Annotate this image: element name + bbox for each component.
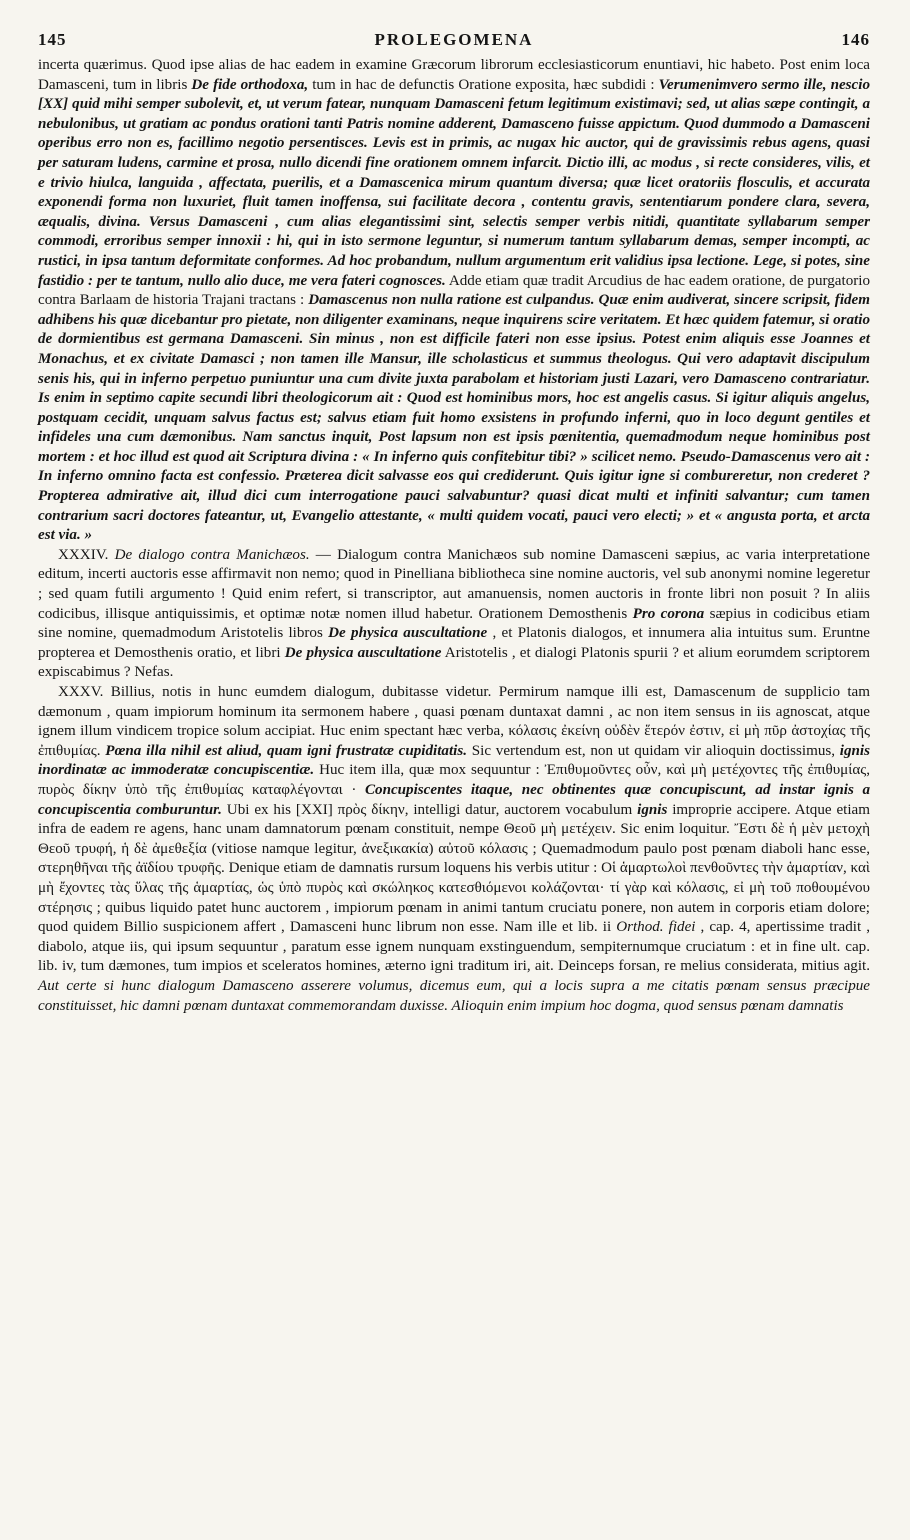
italic-run: Aut certe si hunc dialogum Damasceno asserere volumus, dicemus eum, qui a locis supra a me citatis pœnam sensus præcipue constituisset, hic damni pœnam duntaxat commemorandam duxisse. Alioquin enim impium hoc dogma, quod sensus pœnam damnatis xyxy=(38,977,870,1014)
text-run: Ubi ex his [XXI] πρὸς δίκην, intelligi datur, auctorem vocabulum xyxy=(221,801,638,818)
text-run: Sic vertendum est, non ut quidam vir alioquin doctissimus, xyxy=(467,742,840,759)
text-run: XXXV. Billius, notis in hunc eumdem dialogum, dubitasse videtur. Permirum namque illi est, Damascenum de supplicio tam dæmonum , quam impiorum hominum ita sermonem habere , quasi pœnam duntaxat damni , ac non item sensus in iis agnoscat, atque ignem illum vindicem tropice solum accipiat. Huc enim spectant hæc verba, κόλασις ἐκείνη οὐδὲν ἕτερόν ἐστιν, εἰ μὴ πῦρ ἀστοχίας τῆς ἐπιθυμίας. xyxy=(38,684,870,759)
italic-run: Orthod. fidei xyxy=(616,919,696,936)
text-run: tum in hac de defunctis Oratione exposita, hæc subdidi : xyxy=(308,76,659,93)
italic-run: ignis xyxy=(637,801,668,818)
text-run: incerta quærimus. Quod ipse alias de hac eadem in examine Græcorum librorum ecclesiasticorum enuntiavi, hic habeto. Post enim loca Damasceni, tum in libris xyxy=(38,57,870,93)
text-run: sæpius in codicibus etiam sine nomine, quemadmodum Aristotelis libros xyxy=(38,605,870,642)
text-run: improprie accipere. Atque etiam infra de eadem re agens, hanc unam damnatorum pœnam constituit, nempe Θεοῦ μὴ μετέχειν. Sic enim loquitur. Ἔστι δὲ ἡ μὲν μετοχὴ Θεοῦ τρυφή, ἡ δὲ ἀμεθεξία (vitiose namque legitur, ἀνεξικακία) αὐτοῦ κόλασις ; Quemadmodum paulo post pœnam diaboli hanc esse, στερηθῆναι τῆς ἀϊδίου τρυφῆς. Denique etiam de damnatis rursum loquens his verbis utitur : Οἱ ἁμαρτωλοὶ πενθοῦντες τὴν ἁμαρτίαν, καὶ μὴ ἔχοντες τὰς ὕλας τῆς ἁμαρτίας, ὡς ὑπὸ πυρὸς καὶ σκώληκος κατεσθιόμενοι κολάζονται· τί γὰρ καὶ κόλασις, εἰ μὴ τοῦ ποθουμένου στέρησις ; quibus liquido patet hunc auctorem , impiorum pœnam in animi tantum cruciatu ponere, non autem in corporis etiam dolore; quod quidem Billio suspicionem affert , Damasceni hunc librum non esse. Nam ille et lib. ii xyxy=(38,801,870,936)
right-page-number: 146 xyxy=(841,30,870,49)
left-page-number: 145 xyxy=(38,30,67,49)
page-header xyxy=(38,30,870,50)
text-run: , et Platonis dialogos, et innumera alia intuitus sum. Eruntne propterea et Demosthenis oratio, et libri xyxy=(38,625,870,661)
italic-run: De physica auscultatione xyxy=(284,644,442,661)
text-run: Huc item illa, quæ mox sequuntur : Ἐπιθυμοῦντες οὖν, καὶ μὴ μετέχοντες τῆς ἐπιθυμίας, πυρὸς δίκην ὑπὸ τῆς ἐπιθυμίας καταφλέγονται · xyxy=(38,762,870,798)
section-heading: De dialogo contra Manichæos. xyxy=(114,546,310,563)
italic-quotation: Verumenimvero sermo ille, nescio [XX] quid mihi semper subolevit, et, ut verum fatear, nunquam Damasceni fetum legitimum existimavi; sed, ut alias sæpe contingit, a nebulonibus, ut gratiam ac pondus orationi tanti Patris nomine adderent, Damasceno fuisse appictum. Quod dummodo a Damasceni operibus erro non es, facillimo negotio persentisces. Levis est in primis, ac nugax hic auctor, qui de gravissimis rebus agens, quasi per saturam ludens, carmine et prosa, nullo dicendi fine orationem omnem infarcit. Dictio illi, ac modus , si recte consideres, vilis, et e trivio hiulca, languida , affectata, puerilis, et a Damascenica mirum quantum diversa; quæ licet oratoriis flosculis, et accurata exponendi forma non luxuriet, fluit tamen inoffensa, sui facilitate decora , contentu gravis, sententiarum pondere clara, severa, æqualis, divina. Versus Damasceni , cum alias elegantissimi sint, selectis semper verbis nitidi, quantitate syllabarum semper commodi, erroribus semper innoxii : hi, qui in isto sermone leguntur, si numerum tantum syllabarum demas, semper incompti, ac rustici, in ipsa tantum deformitate conformes. Ad hoc probandum, nullum argumentum erit validius ipsa lectione. Lege, si potes, sine fastidio : per te tantum, nullo alio duce, me vera fateri cognosces. xyxy=(38,76,870,289)
body-text xyxy=(38,56,870,1016)
italic-quotation: Damascenus non nulla ratione est culpandus. Quæ enim audiverat, sincere scripsit, fidem adhibens his quæ dicebantur pro pietate, non diligenter examinans, neque inquirens scire veritatem. Et hæc quidem fatemur, si oratio de dormientibus est germana Damasceni. Sin minus , non est difficile fateri non esse ipsius. Potest enim aliquis esse Joannes et Monachus, et ex civitate Damasci ; non tamen ille Mansur, ille scholasticus et summus theologus. Qui vero adaptavit discipulum senis his, qui in inferno perpetuo puniuntur una cum divite juxta parabolam et historiam justi Lazari, vero Damasceno contrariatur. Is enim in septimo capite secundi libri theologicorum ait : Quod est hominibus mors, hoc est angelis casus. Si igitur aliquis angelus, postquam cecidit, unquam salvus factus est; salvus etiam fuit homo exsistens in profundo inferni, quo in loco degunt gentiles et infideles una cum dæmonibus. Nam sanctus inquit, Post lapsum non est ipsis pœnitentia, quemadmodum neque hominibus post mortem : et hoc illud est quod ait Scriptura divina : « In inferno quis confitebitur tibi? » scilicet nemo. Pseudo-Damascenus vero ait : In inferno omnino facta est confessio. Præterea dicit salvasse eos qui crediderunt. Quis igitur igne si combureretur, non crederet ? Propterea admirative ait, illud dici cum interrogatione pauci salvabuntur? quasi dicat multi et infiniti salvantur; cum tamen contrarium sacri doctores fateantur, ut, Evangelio attestante, « multi quidem vocati, pauci vero electi; » et « angusta porta, et arcta est via. » xyxy=(38,292,870,544)
text-run: , cap. 4, apertissime tradit , diabolo, atque iis, qui ipsum sequuntur , paratum esse ignem nunquam exstinguendum, sempiternumque cruciatum : et in fine ult. cap. lib. iv, tum dæmones, tum impios et sceleratos homines, æterno igni traditum iri, ait. Deinceps forsan, re melius considerata, mitius agit. xyxy=(38,919,870,975)
text-run: Adde etiam quæ tradit Arcudius de hac eadem oratione, de purgatorio contra Barlaam de historia Trajani tractans : xyxy=(38,272,871,309)
running-title: PROLEGOMENA xyxy=(374,30,534,49)
text-run: Aristotelis , et dialogi Platonis spurii ? et alium eorumdem scriptorem expiscabimus ? Nefas. xyxy=(38,644,870,681)
italic-run: Concupiscentes itaque, nec obtinentes quæ concupiscunt, ad instar ignis a concupiscentia comburuntur. xyxy=(38,781,870,818)
italic-run: De fide orthodoxa, xyxy=(191,76,309,93)
text-run: — Dialogum contra Manichæos sub nomine Damasceni sæpius, ac varia interpretatione editum, incerti auctoris esse affirmavit non nemo; quod in Pinelliana bibliotheca sine nomine auctoris, vel sub anonymi nomine legeretur ; sed quam futili argumento ! Quid enim refert, si transcriptor, aut amanuensis, nomen auctoris in fronte libri non posuit ? In aliis codicibus, illisque antiquissimis, et optimæ notæ nomen illud habetur. Orationem Demosthenis xyxy=(38,546,870,622)
paragraph-continuation xyxy=(38,56,870,546)
italic-run: Pro corona xyxy=(632,605,705,622)
section-xxxiv xyxy=(38,546,870,683)
section-xxxv xyxy=(38,683,870,1016)
italic-run: Pœna illa nihil est aliud, quam igni frustratæ cupiditatis. xyxy=(105,742,468,759)
italic-run: De physica auscultatione xyxy=(328,625,488,642)
section-number: XXXIV. xyxy=(58,546,115,563)
italic-run: ignis inordinatæ ac immoderatæ concupiscentiæ. xyxy=(38,742,870,779)
